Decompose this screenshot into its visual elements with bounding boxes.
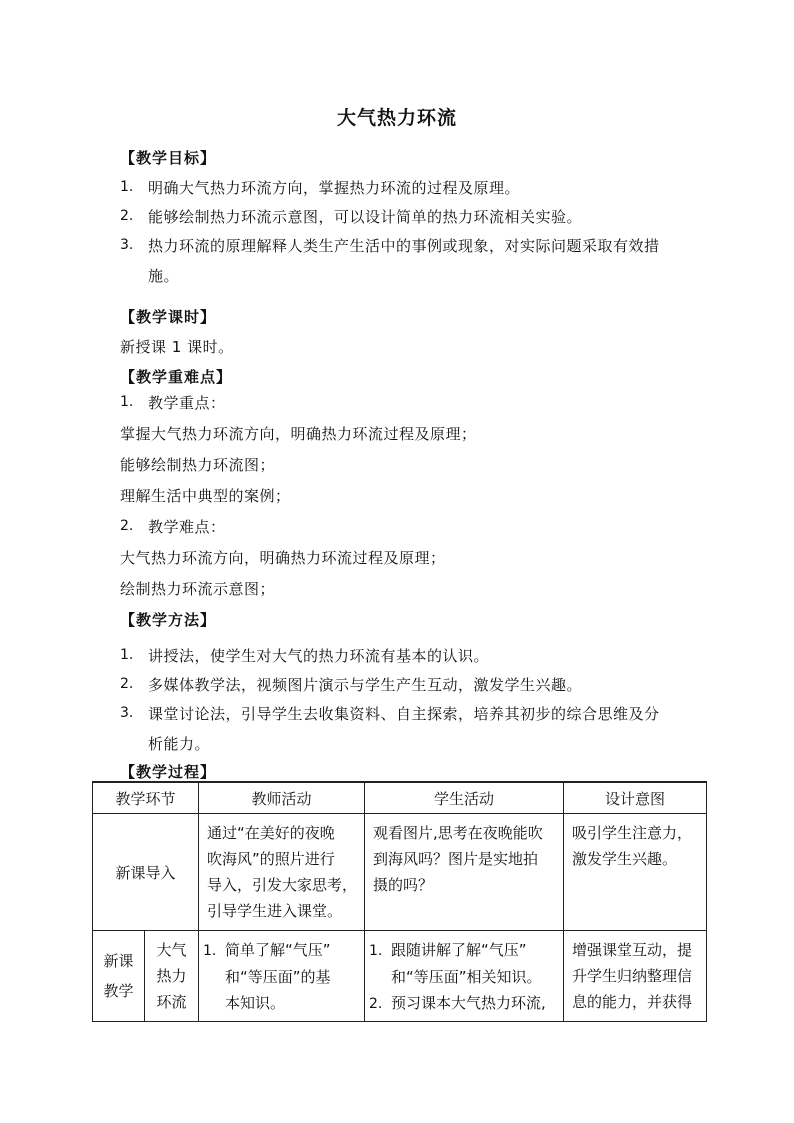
goal-3-number: 3. (120, 237, 134, 253)
process-table (92, 781, 707, 1022)
row1-teacher-line: 吹海风”的照片进行 (207, 850, 335, 868)
row2-sub-line: 大气 (156, 941, 187, 959)
row2-student-line: 和“等压面”相关知识。 (391, 968, 542, 986)
row1-teacher-line: 引导学生进入课堂。 (207, 902, 343, 920)
row2-sub-line: 环流 (156, 993, 187, 1011)
difficulty-line-2: 绘制热力环流示意图； (120, 580, 276, 598)
difficulty-number: 2. (120, 518, 134, 534)
goal-1-number: 1. (120, 179, 134, 195)
row2-teacher-line: 简单了解“气压” (225, 941, 331, 959)
row2-substage (145, 931, 199, 1022)
row2-student-number: 2. (369, 996, 383, 1012)
row2-student-number: 1. (369, 943, 383, 959)
difficulty-label: 教学难点： (148, 518, 226, 536)
focus-line-1: 掌握大气热力环流方向，明确热力环流过程及原理； (120, 425, 477, 443)
difficulty-line-1: 大气热力环流方向，明确热力环流过程及原理； (120, 549, 446, 567)
row1-student-line: 观看图片,思考在夜晚能吹 (373, 824, 543, 842)
header-teacher: 教师活动 (199, 782, 365, 814)
row2-student-line: 预习课本大气热力环流, (391, 994, 546, 1012)
focus-line-3: 理解生活中典型的案例； (120, 487, 291, 505)
row2-teacher-number: 1. (203, 943, 217, 959)
row2-stage (93, 931, 145, 1022)
table-row (93, 931, 707, 1022)
header-intent: 设计意图 (564, 782, 707, 814)
process-heading: 【教学过程】 (120, 763, 217, 781)
row2-intent-line: 升学生归纳整理信 (572, 967, 693, 985)
hours-text: 新授课 1 课时。 (120, 338, 234, 356)
focus-label: 教学重点： (148, 394, 226, 412)
keypoints-heading: 【教学重难点】 (120, 368, 233, 386)
row1-intent-line: 激发学生兴趣。 (572, 850, 678, 868)
row2-teacher-line: 和“等压面”的基 (225, 968, 331, 986)
header-stage: 教学环节 (93, 782, 199, 814)
row2-teacher-line: 本知识。 (225, 994, 286, 1012)
focus-line-2: 能够绘制热力环流图； (120, 456, 276, 474)
row2-teacher (199, 931, 365, 1022)
row1-student (365, 814, 564, 931)
method-3-text-line2: 析能力。 (148, 735, 211, 753)
row2-intent-line: 增强课堂互动，提 (572, 941, 693, 959)
method-1-number: 1. (120, 647, 134, 663)
method-2-text: 多媒体教学法，视频图片演示与学生产生互动，激发学生兴趣。 (148, 676, 583, 694)
methods-heading: 【教学方法】 (120, 611, 217, 629)
row1-teacher (199, 814, 365, 931)
page-title: 大气热力环流 (336, 107, 457, 129)
goal-2-number: 2. (120, 208, 134, 224)
table-row (93, 814, 707, 931)
row1-teacher-line: 导入，引发大家思考， (207, 876, 358, 894)
goal-3-text-line2: 施。 (148, 267, 180, 285)
goals-heading: 【教学目标】 (120, 149, 217, 167)
row2-stage-line: 教学 (103, 982, 134, 1000)
focus-number: 1. (120, 394, 134, 410)
row1-intent (564, 814, 707, 931)
method-1-text: 讲授法，使学生对大气的热力环流有基本的认识。 (148, 647, 490, 665)
goal-1-text: 明确大气热力环流方向，掌握热力环流的过程及原理。 (148, 179, 521, 197)
row2-intent-line: 息的能力，并获得 (572, 993, 693, 1011)
row2-student-line: 跟随讲解了解“气压” (391, 941, 527, 959)
row2-student (365, 931, 564, 1022)
hours-heading: 【教学课时】 (120, 308, 217, 326)
method-2-number: 2. (120, 676, 134, 692)
row1-stage: 新课导入 (93, 814, 199, 931)
goal-2-text: 能够绘制热力环流示意图，可以设计简单的热力环流相关实验。 (148, 208, 583, 226)
row1-teacher-line: 通过“在美好的夜晚 (207, 824, 335, 842)
method-3-text-line1: 课堂讨论法，引导学生去收集资料、自主探索，培养其初步的综合思维及分 (148, 705, 660, 723)
row2-sub-line: 热力 (156, 967, 187, 985)
row1-student-line: 摄的吗？ (373, 876, 434, 894)
row2-intent (564, 931, 707, 1022)
goal-3-text-line1: 热力环流的原理解释人类生产生活中的事例或现象，对实际问题采取有效措 (148, 237, 660, 255)
table-header-row (93, 782, 707, 814)
row1-intent-line: 吸引学生注意力， (572, 824, 693, 842)
row1-student-line: 到海风吗？图片是实地拍 (373, 850, 539, 868)
row2-stage-line: 新课 (103, 952, 134, 970)
method-3-number: 3. (120, 705, 134, 721)
header-student: 学生活动 (365, 782, 564, 814)
